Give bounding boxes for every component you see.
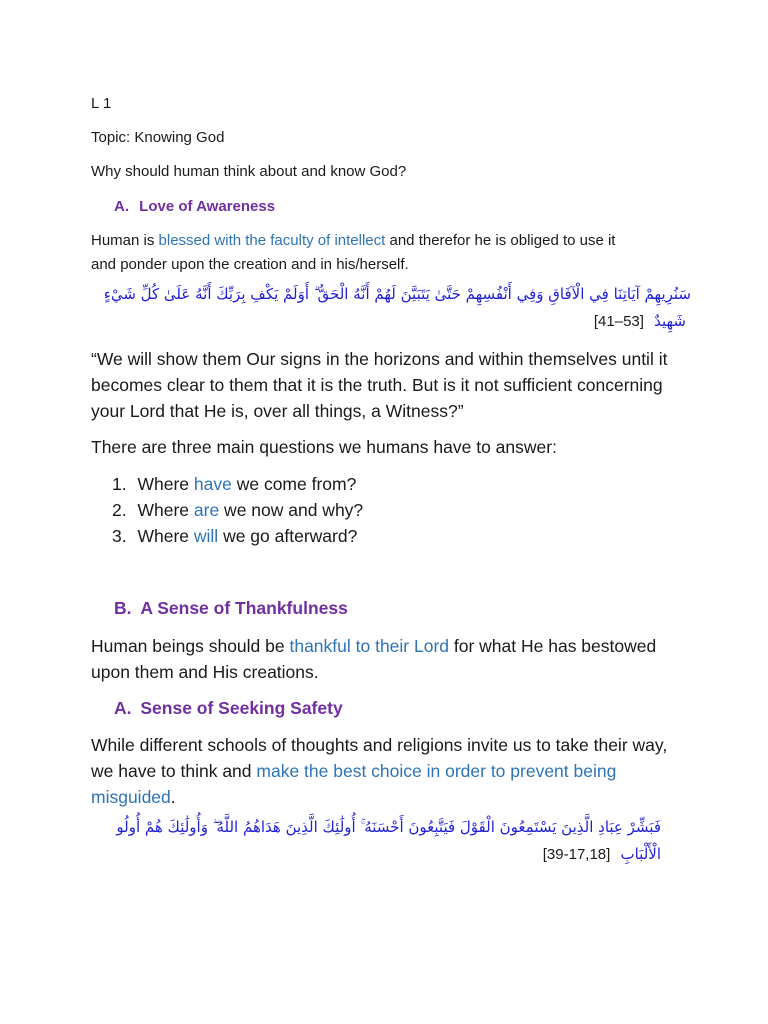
highlight-intellect: blessed with the faculty of intellect <box>158 232 386 249</box>
text-segment: we have to think and <box>91 761 257 781</box>
text-segment: Human beings should be <box>91 636 290 656</box>
highlight-best-choice: make the best choice in order to prevent being <box>256 761 617 781</box>
text-segment: Where <box>137 474 194 494</box>
list-number: 3. <box>112 526 127 546</box>
section-c-heading <box>114 698 343 719</box>
text-segment: and therefor he is obliged to use it <box>385 232 616 249</box>
section-b-paragraph-line1 <box>91 636 656 657</box>
quote-line3: your Lord that He is, over all things, a Witness?” <box>91 401 464 421</box>
text-segment: we come from? <box>231 474 357 494</box>
arabic-verse-39-17-line1: فَبَشِّرْ عِبَادِ الَّذِينَ يَسْتَمِعُونَ الْقَوْلَ فَيَتَّبِعُونَ أَحْسَنَهُ ۚ أُولَٰئِكَ الَّذِينَ هَدَاهُمُ اللَّهُ ۖ وَأُولَٰئِكَ هُمْ أُولُو <box>116 818 661 836</box>
list-item <box>112 526 357 547</box>
arabic-word-shahid: شَهِيدٌ <box>654 312 686 330</box>
list-item <box>112 500 363 521</box>
highlight-word: have <box>193 474 232 494</box>
text-segment: Human is <box>91 232 159 249</box>
list-number: 2. <box>112 500 127 520</box>
section-b-heading <box>114 598 348 619</box>
list-item <box>112 474 356 495</box>
section-a-label: A. <box>114 198 129 215</box>
section-b-label: B. <box>114 598 132 618</box>
text-segment: . <box>170 787 176 807</box>
highlight-misguided: misguided <box>91 787 171 807</box>
topic-line: Topic: Knowing God <box>91 129 225 146</box>
quote-line1: “We will show them Our signs in the horizons and within themselves until it <box>91 349 668 369</box>
section-a-heading <box>114 198 275 215</box>
text-segment: Where <box>137 526 194 546</box>
arabic-verse-39-17-line2 <box>521 845 661 863</box>
verse-ref-39-17-18: [39-17,18] <box>542 846 611 863</box>
main-question: Why should human think about and know God? <box>91 163 407 180</box>
arabic-verse-41-53-line1: سَنُرِيهِمْ آيَاتِنَا فِي الْآفَاقِ وَفِي أَنْفُسِهِمْ حَتَّىٰ يَتَبَيَّنَ لَهُمْ أَنَّهُ الْحَقُّ ۗ أَوَلَمْ يَكْفِ بِرَبِّكَ أَنَّهُ عَلَىٰ كُلِّ شَيْءٍ <box>103 285 691 303</box>
text-segment: we go afterward? <box>218 526 358 546</box>
section-c-label: A. <box>114 698 132 718</box>
lesson-label: L 1 <box>91 95 112 112</box>
section-b-title: A Sense of Thankfulness <box>140 598 348 618</box>
highlight-word: are <box>193 500 220 520</box>
text-segment: for what He has bestowed <box>449 636 657 656</box>
verse-ref-41-53: [41–53] <box>593 313 644 330</box>
section-c-paragraph-line1: While different schools of thoughts and religions invite us to take their way, <box>91 735 668 755</box>
section-c-paragraph-line2 <box>91 761 616 782</box>
highlight-word: will <box>193 526 219 546</box>
section-b-paragraph-line2: upon them and His creations. <box>91 662 319 682</box>
text-segment: we now and why? <box>219 500 364 520</box>
section-a-paragraph-line1 <box>91 232 615 249</box>
text-segment: Where <box>137 500 194 520</box>
section-c-title: Sense of Seeking Safety <box>140 698 343 718</box>
questions-intro: There are three main questions we humans have to answer: <box>91 437 557 457</box>
quote-line2: becomes clear to them that it is the truth. But is it not sufficient concerning <box>91 375 663 395</box>
highlight-thankful: thankful to their Lord <box>289 636 450 656</box>
section-a-paragraph-line2: and ponder upon the creation and in his/herself. <box>91 256 409 273</box>
section-c-paragraph-line3 <box>91 787 176 808</box>
arabic-verse-41-53-line2 <box>586 312 686 330</box>
arabic-word-albab: الْأَلْبَابِ <box>620 845 661 863</box>
list-number: 1. <box>112 474 127 494</box>
section-a-title: Love of Awareness <box>139 198 276 215</box>
